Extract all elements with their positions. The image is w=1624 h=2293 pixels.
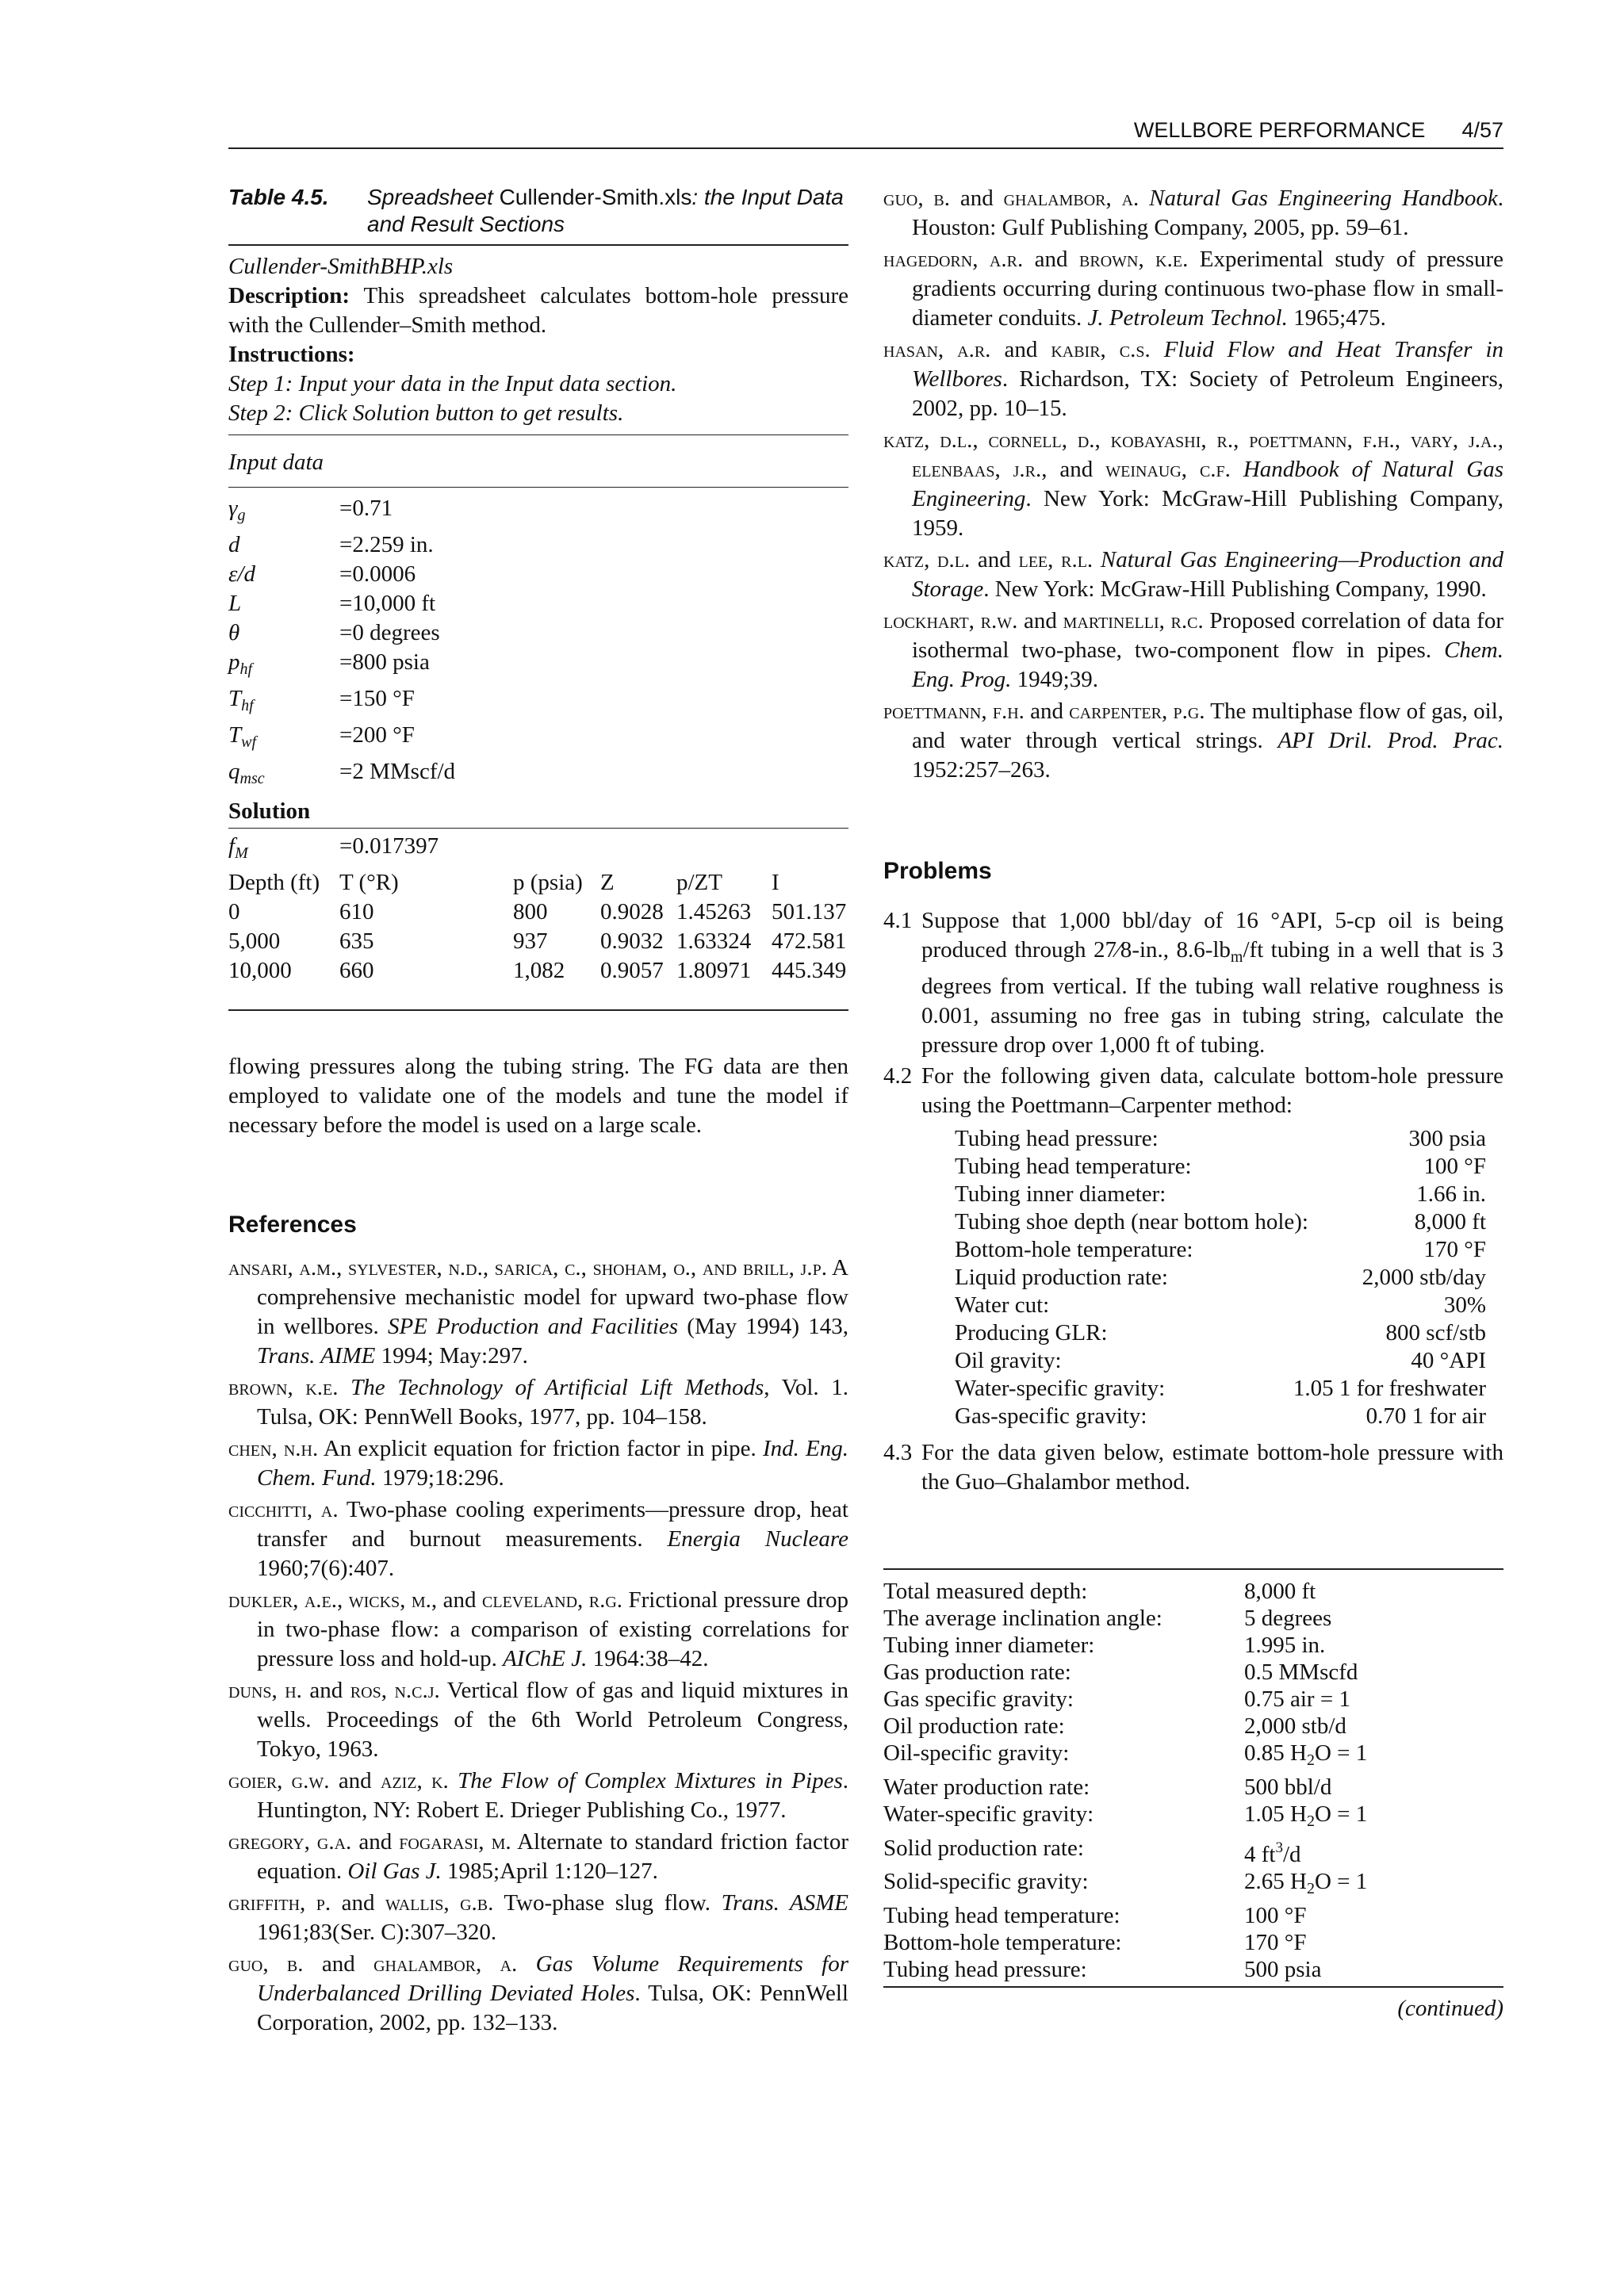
- solution-table-header: [228, 868, 848, 898]
- reference-item: griffith, p. and wallis, g.b. Two-phase slug flow. Trans. ASME 1961;83(Ser. C):307–320.: [228, 1890, 848, 1945]
- reference-item: poettmann, f.h. and carpenter, p.g. The multiphase flow of gas, oil, and water through vertical strings. API Dril. Prod. Prac. 1952:257–263.: [883, 699, 1504, 783]
- table-cell: 0.9032: [600, 928, 664, 954]
- data-value: 500 psia: [1244, 1957, 1322, 1982]
- data-value: 2.65 $H_2O = 1$: [1244, 1869, 1368, 1897]
- reference-item: goier, g.w. and aziz, k. The Flow of Complex Mixtures in Pipes. Huntington, NY: Robert E. Drieger Publishing Co., 1977.: [228, 1768, 848, 1823]
- data-row: [883, 1605, 1503, 1632]
- spreadsheet-description: [228, 246, 848, 428]
- table-cell: 5,000: [228, 928, 281, 954]
- input-subscript: msc: [239, 770, 265, 787]
- column-header: I: [772, 870, 779, 895]
- reference-item: dukler, a.e., wicks, m., and cleveland, r.g. Frictional pressure drop in two-phase flow: a comparison of existing correlations for pressure loss and hold-up. AIChE J. 1964:38–42.: [228, 1587, 849, 1671]
- input-row: [228, 530, 848, 560]
- input-row: [228, 560, 848, 589]
- reference-item: cicchitti, a. Two-phase cooling experiments—pressure drop, heat transfer and burnout measurements. Energia Nucleare 1960;7(6):407.: [228, 1497, 849, 1581]
- data-row: [955, 1347, 1486, 1375]
- divider: [228, 434, 848, 435]
- column-header: p/ZT: [676, 870, 722, 895]
- input-subscript: wf: [241, 733, 257, 751]
- data-value: 30%: [1443, 1292, 1486, 1318]
- reference-authors: katz, d.l.: [883, 547, 971, 572]
- input-value: =0 degrees: [339, 620, 440, 645]
- data-row: [883, 1929, 1503, 1956]
- data-label: The average inclination angle:: [883, 1606, 1162, 1631]
- reference-authors: lee, r.l.: [1018, 547, 1094, 572]
- data-value: 500 bbl/d: [1244, 1774, 1332, 1800]
- table-cell: 937: [513, 928, 548, 954]
- input-subscript: hf: [241, 697, 254, 714]
- table-cell: 1,082: [513, 958, 565, 983]
- reference-authors: hasan, a.r.: [883, 337, 991, 362]
- data-value: 40 °API: [1411, 1348, 1486, 1373]
- solution-label: Solution: [228, 798, 311, 824]
- table-cell: 800: [513, 899, 548, 924]
- input-row: [228, 494, 848, 530]
- input-symbol: θ: [228, 620, 240, 645]
- reference-title: SPE Production and Facilities: [388, 1314, 679, 1339]
- input-value: =0.71: [339, 496, 393, 521]
- table-row: [228, 927, 848, 956]
- references-list-left: [228, 1254, 848, 2038]
- data-label: Liquid production rate:: [955, 1265, 1168, 1290]
- input-symbol: $T_{wf}$: [228, 722, 257, 751]
- data-value: 0.70 1 for air: [1365, 1403, 1486, 1429]
- description: Description: This spreadsheet calculates bottom-hole pressure with the Cullender–Smith method.: [228, 283, 848, 338]
- data-row: [883, 1902, 1503, 1929]
- data-row: [955, 1264, 1486, 1292]
- references-list-right: [883, 184, 1503, 785]
- references-heading: References: [228, 1212, 357, 1238]
- data-label: Bottom-hole temperature:: [883, 1930, 1122, 1955]
- data-value: 5 degrees: [1244, 1606, 1332, 1631]
- reference-title: Trans. ASME: [721, 1890, 848, 1916]
- data-label: Tubing inner diameter:: [955, 1181, 1166, 1207]
- subscript: 2: [1306, 1751, 1315, 1769]
- table-cell: 1.63324: [676, 928, 752, 954]
- reference-item: brown, k.e. The Technology of Artificial Lift Methods, Vol. 1. Tulsa, OK: PennWell Books, 1977, pp. 104–158.: [228, 1375, 848, 1430]
- data-value: 100 °F: [1244, 1903, 1307, 1928]
- data-row: [955, 1375, 1486, 1403]
- problem-4-1: 4.1 Suppose that 1,000 bbl/day of 16 °API, 5-cp oil is being produced through 27⁄8-in., $8.6-lb_m/ft$ tubing in a well that is 3 degrees from vertical. If the tubing wall relative roughness is 0.001, assuming no free gas in tubing string, calculate the pressure drop over 1,000 ft of tubing.: [883, 908, 1503, 1058]
- data-label: Solid-specific gravity:: [883, 1869, 1089, 1894]
- data-value: 8,000 ft: [1414, 1209, 1486, 1235]
- problem-4-2: 4.2 For the following given data, calculate bottom-hole pressure using the Poettmann–Carpenter method:: [883, 1063, 1503, 1118]
- data-row: [955, 1403, 1486, 1430]
- reference-authors: chen, n.h.: [228, 1436, 319, 1461]
- data-label: Water-specific gravity:: [955, 1376, 1166, 1401]
- continued-note: (continued): [1397, 1996, 1503, 2021]
- instruction-step-1: Step 1: Input your data in the Input data section.: [228, 371, 677, 396]
- table-cell: 610: [339, 899, 374, 924]
- table-cell: 660: [339, 958, 374, 983]
- problem-4-2-data: [955, 1125, 1486, 1430]
- reference-item: lockhart, r.w. and martinelli, r.c. Proposed correlation of data for isothermal two-phase, two-component flow in pipes. Chem. Eng. Prog. 1949;39.: [883, 608, 1503, 692]
- reference-item: gregory, g.a. and fogarasi, m. Alternate to standard friction factor equation. Oil Gas J. 1985;April 1:120–127.: [228, 1829, 849, 1884]
- data-value: 0.75 air = 1: [1244, 1686, 1350, 1712]
- data-value: 2,000 stb/day: [1362, 1265, 1486, 1290]
- reference-authors: poettmann, f.h.: [883, 699, 1025, 724]
- data-row: [883, 1835, 1503, 1868]
- data-value: 100 °F: [1423, 1154, 1486, 1179]
- table-number: Table 4.5.: [228, 185, 329, 209]
- input-value: =150 °F: [339, 686, 415, 711]
- reference-authors: ghalambor, a.: [373, 1951, 518, 1977]
- data-label: Gas-specific gravity:: [955, 1403, 1147, 1429]
- reference-item: katz, d.l. and lee, r.l. Natural Gas Engineering—Production and Storage. New York: McGraw-Hill Publishing Company, 1990.: [883, 547, 1504, 602]
- reference-authors: cleveland, r.g.: [482, 1587, 623, 1613]
- data-label: Tubing inner diameter:: [883, 1633, 1095, 1658]
- reference-authors: lockhart, r.w.: [883, 608, 1018, 634]
- input-subscript: g: [237, 507, 246, 524]
- data-label: Tubing head pressure:: [955, 1126, 1159, 1151]
- superscript: 3: [1275, 1839, 1283, 1856]
- instruction-step-2: Step 2: Click Solution button to get results.: [228, 400, 624, 426]
- reference-authors: kabir, c.s.: [1051, 337, 1151, 362]
- input-row: [228, 684, 848, 721]
- table-cell: 501.137: [772, 899, 847, 924]
- table-cell: 472.581: [772, 928, 847, 954]
- table-cell: 0: [228, 899, 240, 924]
- data-value: 1.05 $H_2O = 1$: [1244, 1801, 1368, 1830]
- input-value: =2.259 in.: [339, 532, 434, 557]
- input-row: [228, 757, 848, 794]
- left-column: [228, 184, 848, 2040]
- problem-4-3-data-table: [883, 1568, 1503, 1988]
- reference-title: The Flow of Complex Mixtures in Pipes: [458, 1768, 843, 1793]
- right-column: [883, 184, 1503, 2023]
- data-row: [883, 1740, 1503, 1774]
- reference-item: guo, b. and ghalambor, a. Natural Gas Engineering Handbook. Houston: Gulf Publishing Company, 2005, pp. 59–61.: [883, 186, 1504, 240]
- table-title: Spreadsheet Cullender-Smith.xls: the Input Data and Result Sections: [367, 185, 844, 236]
- reference-item: chen, n.h. An explicit equation for friction factor in pipe. Ind. Eng. Chem. Fund. 1979;18:296.: [228, 1436, 848, 1491]
- data-row: [883, 1578, 1503, 1605]
- data-value: 4 $ft^3/d$: [1244, 1839, 1301, 1867]
- data-value: 1.05 1 for freshwater: [1293, 1376, 1486, 1401]
- reference-authors: cicchitti, a.: [228, 1497, 339, 1522]
- data-label: Water production rate:: [883, 1774, 1090, 1800]
- reference-authors: aziz, k.: [381, 1768, 449, 1793]
- table-4-5: [228, 184, 848, 1011]
- data-value: 1.995 in.: [1244, 1633, 1326, 1658]
- data-value: 170 °F: [1244, 1930, 1307, 1955]
- data-value: 800 scf/stb: [1385, 1320, 1486, 1346]
- data-row: [955, 1236, 1486, 1264]
- column-header: p (psia): [513, 870, 583, 895]
- data-row: [955, 1181, 1486, 1208]
- subscript: 2: [1306, 1813, 1315, 1830]
- reference-authors: gregory, g.a.: [228, 1829, 352, 1855]
- data-value: 0.85 $H_2O = 1$: [1244, 1740, 1368, 1769]
- table-cell: 635: [339, 928, 374, 954]
- reference-item: katz, d.l., cornell, d., kobayashi, r., poettmann, f.h., vary, j.a., elenbaas, j.r., and weinaug, c.f. Handbook of Natural Gas Engineering. New York: McGraw-Hill Publishing Company, 1959.: [883, 427, 1503, 541]
- input-value: =2 MMscf/d: [339, 759, 456, 784]
- data-row: [883, 1713, 1503, 1740]
- reference-item: hasan, a.r. and kabir, c.s. Fluid Flow and Heat Transfer in Wellbores. Richardson, TX: Society of Petroleum Engineers, 2002, pp. 10–15.: [883, 337, 1504, 421]
- data-label: Tubing head temperature:: [955, 1154, 1192, 1179]
- reference-title: Oil Gas J.: [347, 1859, 442, 1884]
- data-label: Solid production rate:: [883, 1836, 1084, 1861]
- table-caption: [228, 184, 848, 246]
- problem-4-3: 4.3 For the data given below, estimate bottom-hole pressure with the Guo–Ghalambor method.: [883, 1440, 1503, 1495]
- spreadsheet-filename: Cullender-SmithBHP.xls: [228, 254, 454, 279]
- solution-table-body: [228, 898, 848, 986]
- data-value: 170 °F: [1423, 1237, 1486, 1262]
- data-label: Producing GLR:: [955, 1320, 1108, 1346]
- data-row: [955, 1153, 1486, 1181]
- table-cell: 10,000: [228, 958, 292, 983]
- reference-authors: ros, n.c.j.: [350, 1678, 440, 1703]
- table-cell: 1.80971: [676, 958, 752, 983]
- input-symbol: d: [228, 532, 240, 557]
- reference-title: J. Petroleum Technol.: [1087, 305, 1288, 331]
- data-row: [883, 1686, 1503, 1713]
- data-row: [883, 1956, 1503, 1983]
- reference-title: Handbook of Natural Gas Engineering: [912, 457, 1503, 511]
- input-row: [228, 721, 848, 757]
- running-head: [228, 111, 1503, 149]
- input-data-list: [228, 494, 848, 794]
- reference-authors: guo, b.: [883, 186, 951, 211]
- reference-authors: ansari, a.m., sylvester, n.d., sarica, c., shoham, o., and brill, j.p.: [228, 1255, 827, 1280]
- data-label: Bottom-hole temperature:: [955, 1237, 1193, 1262]
- reference-authors: griffith, p.: [228, 1890, 331, 1916]
- reference-title: Gas Volume Requirements for Underbalanced Drilling Deviated Holes: [257, 1951, 849, 2006]
- data-label: Water-specific gravity:: [883, 1801, 1094, 1827]
- reference-journal: Trans. AIME: [257, 1343, 376, 1369]
- friction-factor-row: $f_M$ =0.017397: [228, 833, 439, 862]
- reference-authors: duns, h.: [228, 1678, 302, 1703]
- input-subscript: hf: [239, 660, 253, 678]
- table-bottom-rule: [228, 1009, 848, 1011]
- reference-authors: martinelli, r.c.: [1063, 608, 1204, 634]
- reference-authors: brown, k.e.: [228, 1375, 339, 1400]
- input-row: [228, 589, 848, 618]
- data-row: [883, 1659, 1503, 1686]
- page-number: 4/57: [1461, 118, 1503, 142]
- data-row: [955, 1208, 1486, 1236]
- reference-item: hagedorn, a.r. and brown, k.e. Experimental study of pressure gradients occurring during continuous two-phase flow in small-diameter conduits. J. Petroleum Technol. 1965;475.: [883, 247, 1504, 331]
- problems-heading: Problems: [883, 858, 992, 884]
- data-label: Total measured depth:: [883, 1579, 1088, 1604]
- input-value: =10,000 ft: [339, 591, 436, 616]
- column-header: Z: [600, 870, 615, 895]
- column-header: T (°R): [339, 870, 399, 895]
- table-row: [228, 956, 848, 986]
- reference-item: duns, h. and ros, n.c.j. Vertical flow of gas and liquid mixtures in wells. Proceedings of the 6th World Petroleum Congress, Tokyo, 1963.: [228, 1678, 848, 1762]
- reference-authors: katz, d.l., cornell, d., kobayashi, r., poettmann, f.h., vary, j.a., elenbaas, j.r.,: [883, 427, 1503, 482]
- input-symbol: $T_{hf}$: [228, 686, 254, 714]
- body-paragraph: flowing pressures along the tubing string. The FG data are then employed to validate one of the models and tune the model if necessary before the model is used on a large scale.: [228, 1054, 848, 1138]
- input-data-label: Input data: [228, 450, 324, 475]
- subscript: 2: [1306, 1880, 1315, 1897]
- reference-title: Natural Gas Engineering Handbook: [1149, 186, 1498, 211]
- data-row: [955, 1292, 1486, 1319]
- input-row: [228, 648, 848, 684]
- reference-authors: wallis, g.b.: [385, 1890, 494, 1916]
- instructions-label: Instructions:: [228, 342, 355, 367]
- table-row: [228, 898, 848, 927]
- input-value: =200 °F: [339, 722, 415, 748]
- data-row: [883, 1632, 1503, 1659]
- input-row: [228, 618, 848, 648]
- reference-title: The Technology of Artificial Lift Methods: [350, 1375, 764, 1400]
- input-symbol: $q_{msc}$: [228, 759, 265, 787]
- table-cell: 0.9028: [600, 899, 664, 924]
- data-value: 2,000 stb/d: [1244, 1713, 1346, 1739]
- data-row: [955, 1125, 1486, 1153]
- reference-authors: brown, k.e.: [1079, 247, 1189, 272]
- input-symbol: ε/d: [228, 561, 255, 587]
- reference-title: Ind. Eng. Chem. Fund.: [257, 1436, 848, 1491]
- reference-title: Fluid Flow and Heat Transfer in Wellbores: [912, 337, 1504, 392]
- table-cell: 445.349: [772, 958, 847, 983]
- data-label: Gas specific gravity:: [883, 1686, 1074, 1712]
- running-head-section: WELLBORE PERFORMANCE: [1133, 118, 1426, 142]
- data-label: Oil gravity:: [955, 1348, 1062, 1373]
- divider: [228, 828, 848, 829]
- table-cell: 1.45263: [676, 899, 752, 924]
- input-value: =800 psia: [339, 649, 430, 675]
- column-header: Depth (ft): [228, 870, 320, 895]
- reference-authors: dukler, a.e., wicks, m.,: [228, 1587, 438, 1613]
- data-value: 8,000 ft: [1244, 1579, 1316, 1604]
- input-symbol: $p_{hf}$: [228, 649, 253, 678]
- reference-authors: guo, b.: [228, 1951, 304, 1977]
- reference-title: Chem. Eng. Prog.: [912, 637, 1503, 692]
- reference-title: API Dril. Prod. Prac.: [1277, 728, 1503, 753]
- reference-authors: carpenter, p.g.: [1069, 699, 1205, 724]
- reference-authors: weinaug, c.f.: [1105, 457, 1231, 482]
- data-row: [883, 1801, 1503, 1835]
- input-symbol: L: [228, 591, 242, 616]
- reference-authors: ghalambor, a.: [1003, 186, 1139, 211]
- table-cell: 0.9057: [600, 958, 664, 983]
- input-value: =0.0006: [339, 561, 416, 587]
- reference-item: ansari, a.m., sylvester, n.d., sarica, c., shoham, o., and brill, j.p. A comprehensive mechanistic model for upward two-phase flow in wellbores. SPE Production and Facilities (May 1994) 143, Trans. AIME 1994; May:297.: [228, 1255, 848, 1369]
- data-label: Tubing head temperature:: [883, 1903, 1120, 1928]
- reference-title: Energia Nucleare: [667, 1526, 849, 1552]
- data-label: Oil-specific gravity:: [883, 1740, 1070, 1766]
- data-value: 300 psia: [1408, 1126, 1486, 1151]
- data-row: [883, 1774, 1503, 1801]
- data-label: Tubing head pressure:: [883, 1957, 1087, 1982]
- data-label: Oil production rate:: [883, 1713, 1065, 1739]
- data-value: 1.66 in.: [1416, 1181, 1486, 1207]
- reference-title: AIChE J.: [503, 1646, 588, 1671]
- input-symbol: $\gamma_g$: [228, 496, 246, 524]
- reference-authors: hagedorn, a.r.: [883, 247, 1024, 272]
- reference-authors: fogarasi, m.: [399, 1829, 511, 1855]
- reference-authors: goier, g.w.: [228, 1768, 330, 1793]
- data-label: Water cut:: [955, 1292, 1050, 1318]
- reference-title: Natural Gas Engineering—Production and Storage: [912, 547, 1504, 602]
- divider: [228, 487, 848, 488]
- data-label: Gas production rate:: [883, 1659, 1071, 1685]
- data-value: 0.5 MMscfd: [1244, 1659, 1358, 1685]
- reference-item: guo, b. and ghalambor, a. Gas Volume Requirements for Underbalanced Drilling Deviated Holes. Tulsa, OK: PennWell Corporation, 2002, pp. 132–133.: [228, 1951, 849, 2035]
- data-label: Tubing shoe depth (near bottom hole):: [955, 1209, 1308, 1235]
- data-row: [955, 1319, 1486, 1347]
- data-row: [883, 1868, 1503, 1902]
